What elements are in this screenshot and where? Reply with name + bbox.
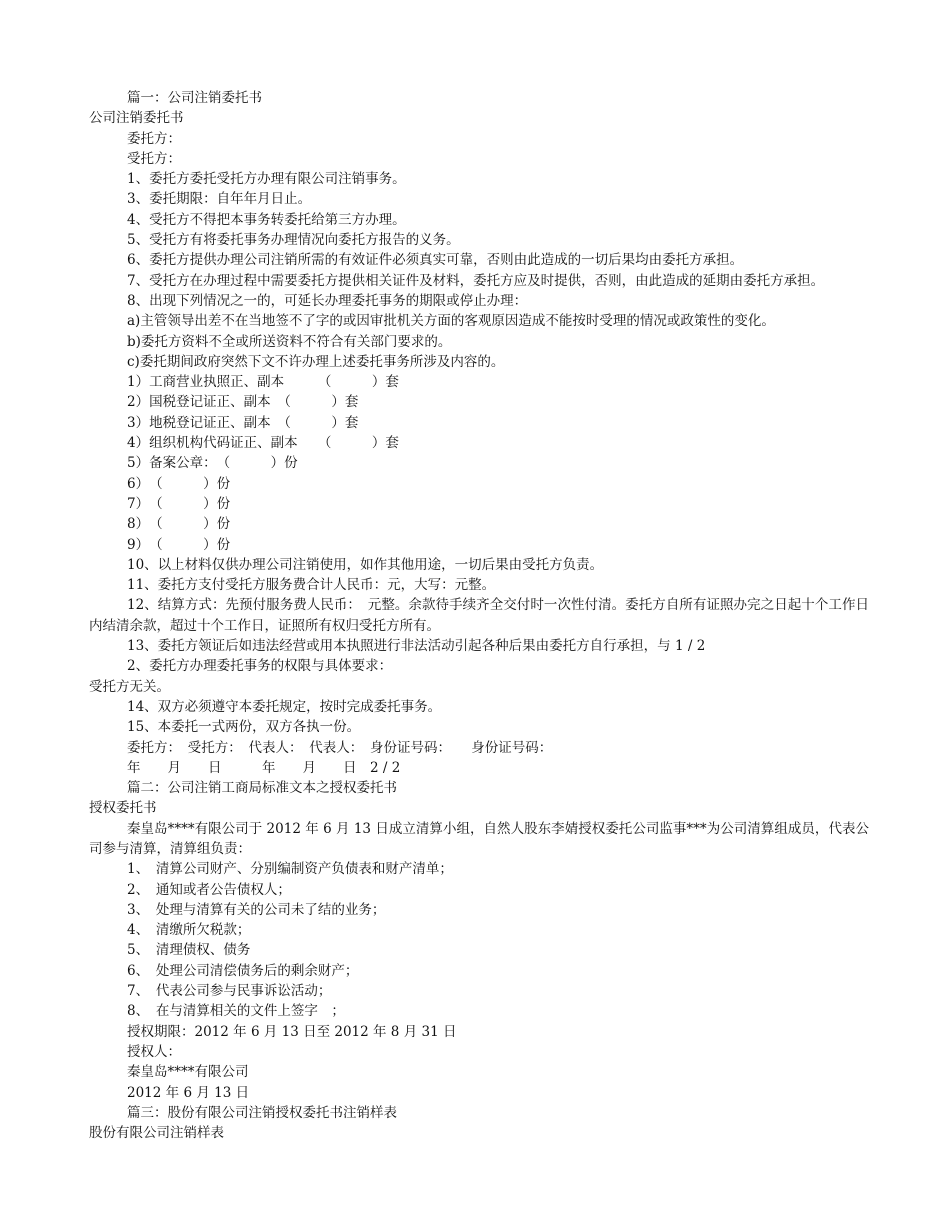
- text-line: 秦皇岛****有限公司: [127, 1064, 249, 1081]
- text-line: 5）备案公章： （ ）份: [127, 455, 298, 472]
- text-line: 2、委托方办理委托事务的权限与具体要求：: [127, 658, 393, 675]
- text-line: 1、委托方委托受托方办理有限公司注销事务。: [127, 171, 406, 188]
- text-line: 8、 在与清算相关的文件上签字 ；: [127, 1003, 345, 1020]
- text-line: 7、 代表公司参与民事诉讼活动；: [127, 983, 332, 1000]
- text-line: 授权期限：2012 年 6 月 13 日至 2012 年 8 月 31 日: [127, 1023, 457, 1040]
- text-line: 3、委托期限：自年年月日止。: [127, 191, 312, 208]
- text-line: 9） （ ）份: [127, 536, 231, 553]
- document-body: [89, 88, 869, 1143]
- text-line: 授权委托书: [89, 800, 157, 817]
- text-line: 12、结算方式：先预付服务费人民币： 元整。余款待手续齐全交付时一次性付清。委托方自所有证照办完之日起十个工作日内结清余款，超过十个工作日，证照所有权归受托方所有。: [89, 597, 869, 634]
- text-line: 篇二：公司注销工商局标准文本之授权委托书: [127, 780, 397, 797]
- text-line: 受托方：: [127, 150, 181, 167]
- text-line: 公司注销委托书: [89, 110, 184, 127]
- text-line: 2）国税登记证正、副本 （ ）套: [127, 394, 359, 411]
- text-line: 1、 清算公司财产、分别编制资产负债表和财产清单；: [127, 861, 453, 878]
- text-line: c)委托期间政府突然下文不许办理上述委托事务所涉及内容的。: [127, 353, 505, 370]
- text-line: 年 月 日 年 月 日 2 / 2: [127, 759, 401, 776]
- text-line: 11、委托方支付受托方服务费合计人民币：元，大写：元整。: [127, 577, 496, 594]
- text-line: 2012 年 6 月 13 日: [127, 1084, 250, 1101]
- text-line: 10、以上材料仅供办理公司注销使用，如作其他用途，一切后果由受托方负责。: [127, 556, 604, 573]
- text-line: 13、委托方领证后如违法经营或用本执照进行非法活动引起各种后果由委托方自行承担，与 1 / 2: [127, 638, 706, 655]
- text-line: 3）地税登记证正、副本 （ ）套: [127, 414, 359, 431]
- text-line: 4、 清缴所欠税款；: [127, 922, 251, 939]
- text-line: 5、 清理债权、债务: [127, 942, 251, 959]
- text-line: 3、 处理与清算有关的公司未了结的业务；: [127, 901, 386, 918]
- text-line: a)主管领导出差不在当地签不了字的或因审批机关方面的客观原因造成不能按时受理的情况或政策性的变化。: [127, 313, 775, 330]
- text-line: 股份有限公司注销样表: [89, 1125, 224, 1142]
- text-line: 篇三：股份有限公司注销授权委托书注销样表: [127, 1104, 397, 1121]
- text-line: 2、 通知或者公告债权人；: [127, 881, 291, 898]
- text-line: 5、受托方有将委托事务办理情况向委托方报告的义务。: [127, 232, 460, 249]
- text-line: 7） （ ）份: [127, 495, 231, 512]
- text-line: 篇一：公司注销委托书: [127, 90, 262, 106]
- text-line: 14、双方必须遵守本委托规定，按时完成委托事务。: [127, 698, 442, 715]
- text-line: 委托方：: [127, 130, 181, 147]
- text-line: 8） （ ）份: [127, 516, 231, 533]
- text-line: 秦皇岛****有限公司于 2012 年 6 月 13 日成立清算小组，自然人股东李婧授权委托公司监事***为公司清算组成员，代表公司参与清算，清算组负责：: [89, 820, 869, 857]
- text-line: 1）工商营业执照正、副本 （ ）套: [127, 374, 399, 391]
- text-line: b)委托方资料不全或所送资料不符合有关部门要求的。: [127, 333, 452, 350]
- text-line: 委托方： 受托方： 代表人： 代表人： 身份证号码： 身份证号码：: [127, 739, 553, 756]
- text-line: 6、委托方提供办理公司注销所需的有效证件必须真实可靠，否则由此造成的一切后果均由委托方承担。: [127, 252, 744, 269]
- text-line: 授权人：: [127, 1043, 181, 1060]
- text-line: 受托方无关。: [89, 678, 170, 695]
- text-line: 7、受托方在办理过程中需要委托方提供相关证件及材料，委托方应及时提供，否则，由此造成的延期由委托方承担。: [127, 272, 825, 289]
- text-line: 6、 处理公司清偿债务后的剩余财产；: [127, 962, 359, 979]
- text-line: 4）组织机构代码证正、副本 （ ）套: [127, 435, 399, 452]
- text-line: 15、本委托一式两份，双方各执一份。: [127, 719, 361, 736]
- text-line: 8、出现下列情况之一的，可延长办理委托事务的期限或停止办理：: [127, 292, 528, 309]
- text-line: 6） （ ）份: [127, 475, 231, 492]
- text-line: 4、受托方不得把本事务转委托给第三方办理。: [127, 211, 406, 228]
